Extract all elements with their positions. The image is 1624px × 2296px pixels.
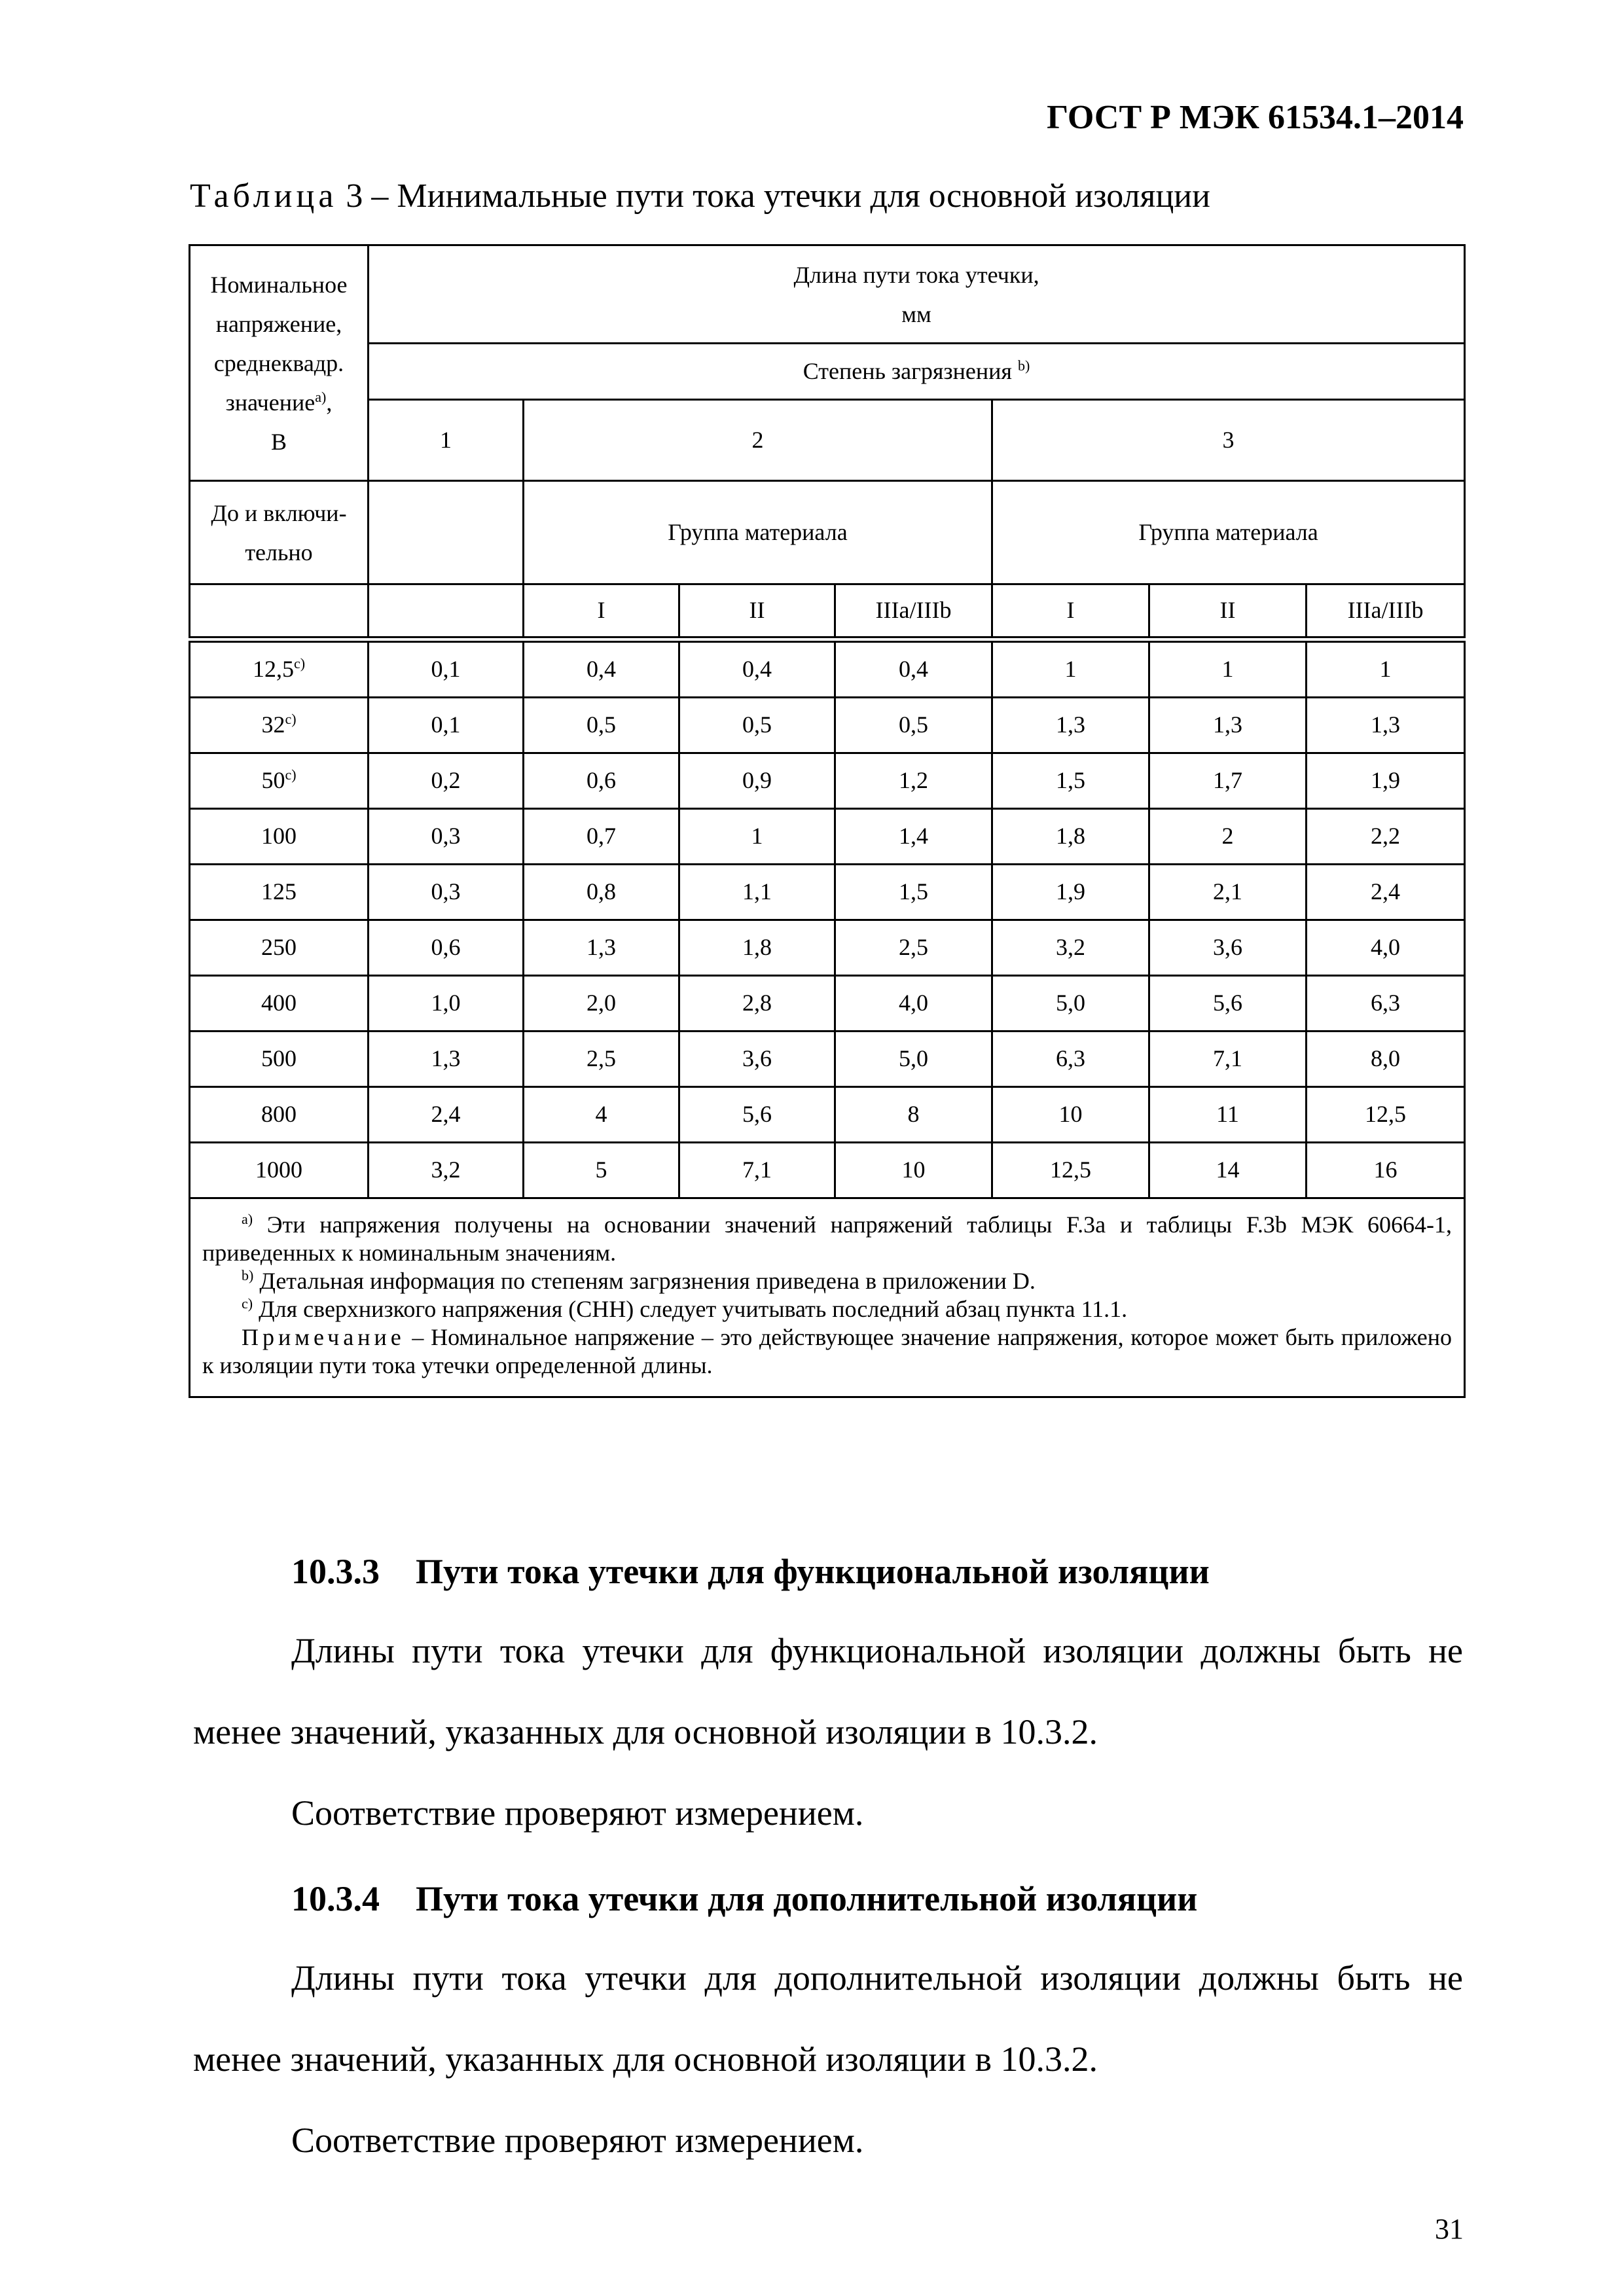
table-row (190, 697, 1465, 753)
table-row (190, 808, 1465, 864)
value-cell: 1,3 (524, 920, 679, 975)
value-cell: 1,0 (369, 975, 524, 1031)
value-cell: 0,5 (835, 697, 992, 753)
value-cell: 1,8 (992, 808, 1149, 864)
table-notes: $^{a)}$ Эти напряжения получены на основании значений напряжений таблицы F.3a и таблицы F.3b МЭК 60664-1, приведенных к номинальным значениям. $^{b)}$ Детальная информация по степеням загрязнения приведена в приложении D. $^{c)}$ Для сверхнизкого напряжения (СНН) следует учитывать последний абзац пункта 11.1. Примечание – Номинальное напряжение – это действующее значение напряжения, которое может быть приложено к изоляции пути тока утечки определенной длины. (190, 1198, 1465, 1397)
value-cell: 2,5 (524, 1031, 679, 1086)
value-cell: 0,4 (524, 639, 679, 698)
value-cell: 0,1 (369, 697, 524, 753)
value-cell: 0,6 (369, 920, 524, 975)
value-cell: 4,0 (835, 975, 992, 1031)
value-cell: 8,0 (1307, 1031, 1465, 1086)
value-cell: 16 (1307, 1142, 1465, 1198)
value-cell: 12,5 (1307, 1086, 1465, 1142)
value-cell: 0,2 (369, 753, 524, 808)
value-cell: 2,4 (369, 1086, 524, 1142)
voltage-cell: 1000 (190, 1142, 369, 1198)
table-row (190, 1142, 1465, 1198)
value-cell: 1,2 (835, 753, 992, 808)
value-cell: 1 (679, 808, 835, 864)
value-cell: 0,3 (369, 864, 524, 920)
table-row (190, 920, 1465, 975)
page-number: 31 (1435, 2213, 1464, 2245)
table-row (190, 1086, 1465, 1142)
value-cell: 6,3 (992, 1031, 1149, 1086)
value-cell: 2,1 (1149, 864, 1307, 920)
pollution-degree-3: 3 (992, 400, 1465, 481)
value-cell: 10 (835, 1142, 992, 1198)
voltage-cell: 400 (190, 975, 369, 1031)
value-cell: 0,6 (524, 753, 679, 808)
value-cell: 2,2 (1307, 808, 1465, 864)
value-cell: 3,6 (679, 1031, 835, 1086)
table-caption (190, 177, 1210, 215)
value-cell: 1,4 (835, 808, 992, 864)
value-cell: 1 (1149, 639, 1307, 698)
group-cell: IIIa/IIIb (1307, 584, 1465, 639)
value-cell: 0,5 (524, 697, 679, 753)
value-cell: 0,1 (369, 639, 524, 698)
section-10-3-3-paragraph: Длины пути тока утечки для функциональной изоляции должны быть не менее значений, указанных для основной изоляции в 10.3.2. (193, 1631, 1463, 1751)
value-cell: 3,2 (992, 920, 1149, 975)
section-10-3-3-compliance: Соответствие проверяют измерением. (291, 1793, 864, 1833)
creepage-distance-table (189, 244, 1466, 1398)
value-cell: 5,6 (679, 1086, 835, 1142)
value-cell: 0,7 (524, 808, 679, 864)
value-cell: 1,3 (1307, 697, 1465, 753)
value-cell: 6,3 (1307, 975, 1465, 1031)
table-caption-label: Таблица (190, 177, 338, 215)
voltage-cell: 12,5$^{c)}$ (190, 639, 369, 698)
table-row (190, 753, 1465, 808)
value-cell: 1,3 (1149, 697, 1307, 753)
pollution-degree-header: Степень загрязнения $^{b)}$ (369, 344, 1465, 400)
group-cell: IIIa/IIIb (835, 584, 992, 639)
value-cell: 1,7 (1149, 753, 1307, 808)
value-cell: 0,3 (369, 808, 524, 864)
section-10-3-4-paragraph: Длины пути тока утечки для дополнительной изоляции должны быть не менее значений, указанных для основной изоляции в 10.3.2. (193, 1958, 1463, 2079)
value-cell: 5 (524, 1142, 679, 1198)
value-cell: 2,0 (524, 975, 679, 1031)
value-cell: 2,8 (679, 975, 835, 1031)
voltage-cell: 125 (190, 864, 369, 920)
table-row (190, 639, 1465, 698)
value-cell: 12,5 (992, 1142, 1149, 1198)
table-row (190, 864, 1465, 920)
voltage-cell: 32$^{c)}$ (190, 697, 369, 753)
table-row (190, 975, 1465, 1031)
voltage-cell: 250 (190, 920, 369, 975)
value-cell: 1,8 (679, 920, 835, 975)
value-cell: 3,2 (369, 1142, 524, 1198)
group-cell: II (679, 584, 835, 639)
value-cell: 10 (992, 1086, 1149, 1142)
value-cell: 1 (1307, 639, 1465, 698)
material-group-header: Группа материала (992, 481, 1465, 584)
value-cell: 7,1 (679, 1142, 835, 1198)
group-cell: II (1149, 584, 1307, 639)
document-code: ГОСТ Р МЭК 61534.1–2014 (1047, 99, 1464, 136)
value-cell: 0,5 (679, 697, 835, 753)
value-cell: 5,6 (1149, 975, 1307, 1031)
voltage-header-cell: Номинальное напряжение, среднеквадр. значение$^{a)}$, В (190, 245, 369, 481)
value-cell: 14 (1149, 1142, 1307, 1198)
section-10-3-4-compliance: Соответствие проверяют измерением. (291, 2121, 864, 2160)
value-cell: 1,3 (369, 1031, 524, 1086)
table-caption-text: 3 – Минимальные пути тока утечки для основной изоляции (337, 177, 1210, 215)
pollution-degree-2: 2 (524, 400, 992, 481)
voltage-cell: 500 (190, 1031, 369, 1086)
value-cell: 11 (1149, 1086, 1307, 1142)
value-cell: 3,6 (1149, 920, 1307, 975)
value-cell: 1,5 (835, 864, 992, 920)
value-cell: 2 (1149, 808, 1307, 864)
value-cell: 1,9 (992, 864, 1149, 920)
pollution-degree-1: 1 (369, 400, 524, 481)
voltage-cell: 50$^{c)}$ (190, 753, 369, 808)
value-cell: 0,9 (679, 753, 835, 808)
value-cell: 1,9 (1307, 753, 1465, 808)
voltage-cell: 800 (190, 1086, 369, 1142)
value-cell: 1,1 (679, 864, 835, 920)
value-cell: 2,4 (1307, 864, 1465, 920)
material-group-header: Группа материала (524, 481, 992, 584)
value-cell: 0,4 (679, 639, 835, 698)
value-cell: 1,5 (992, 753, 1149, 808)
creepage-length-header: Длина пути тока утечки, мм (369, 245, 1465, 344)
value-cell: 4,0 (1307, 920, 1465, 975)
value-cell: 0,4 (835, 639, 992, 698)
value-cell: 1 (992, 639, 1149, 698)
value-cell: 2,5 (835, 920, 992, 975)
value-cell: 4 (524, 1086, 679, 1142)
section-heading-10-3-4: 10.3.4 Пути тока утечки для дополнительной изоляции (291, 1879, 1198, 1918)
voltage-cell: 100 (190, 808, 369, 864)
table-row (190, 1031, 1465, 1086)
upto-label-cell: До и включи- тельно (190, 481, 369, 584)
value-cell: 8 (835, 1086, 992, 1142)
group-cell: I (992, 584, 1149, 639)
value-cell: 0,8 (524, 864, 679, 920)
group-cell: I (524, 584, 679, 639)
value-cell: 7,1 (1149, 1031, 1307, 1086)
value-cell: 1,3 (992, 697, 1149, 753)
section-heading-10-3-3: 10.3.3 Пути тока утечки для функциональной изоляции (291, 1552, 1210, 1591)
value-cell: 5,0 (992, 975, 1149, 1031)
value-cell: 5,0 (835, 1031, 992, 1086)
